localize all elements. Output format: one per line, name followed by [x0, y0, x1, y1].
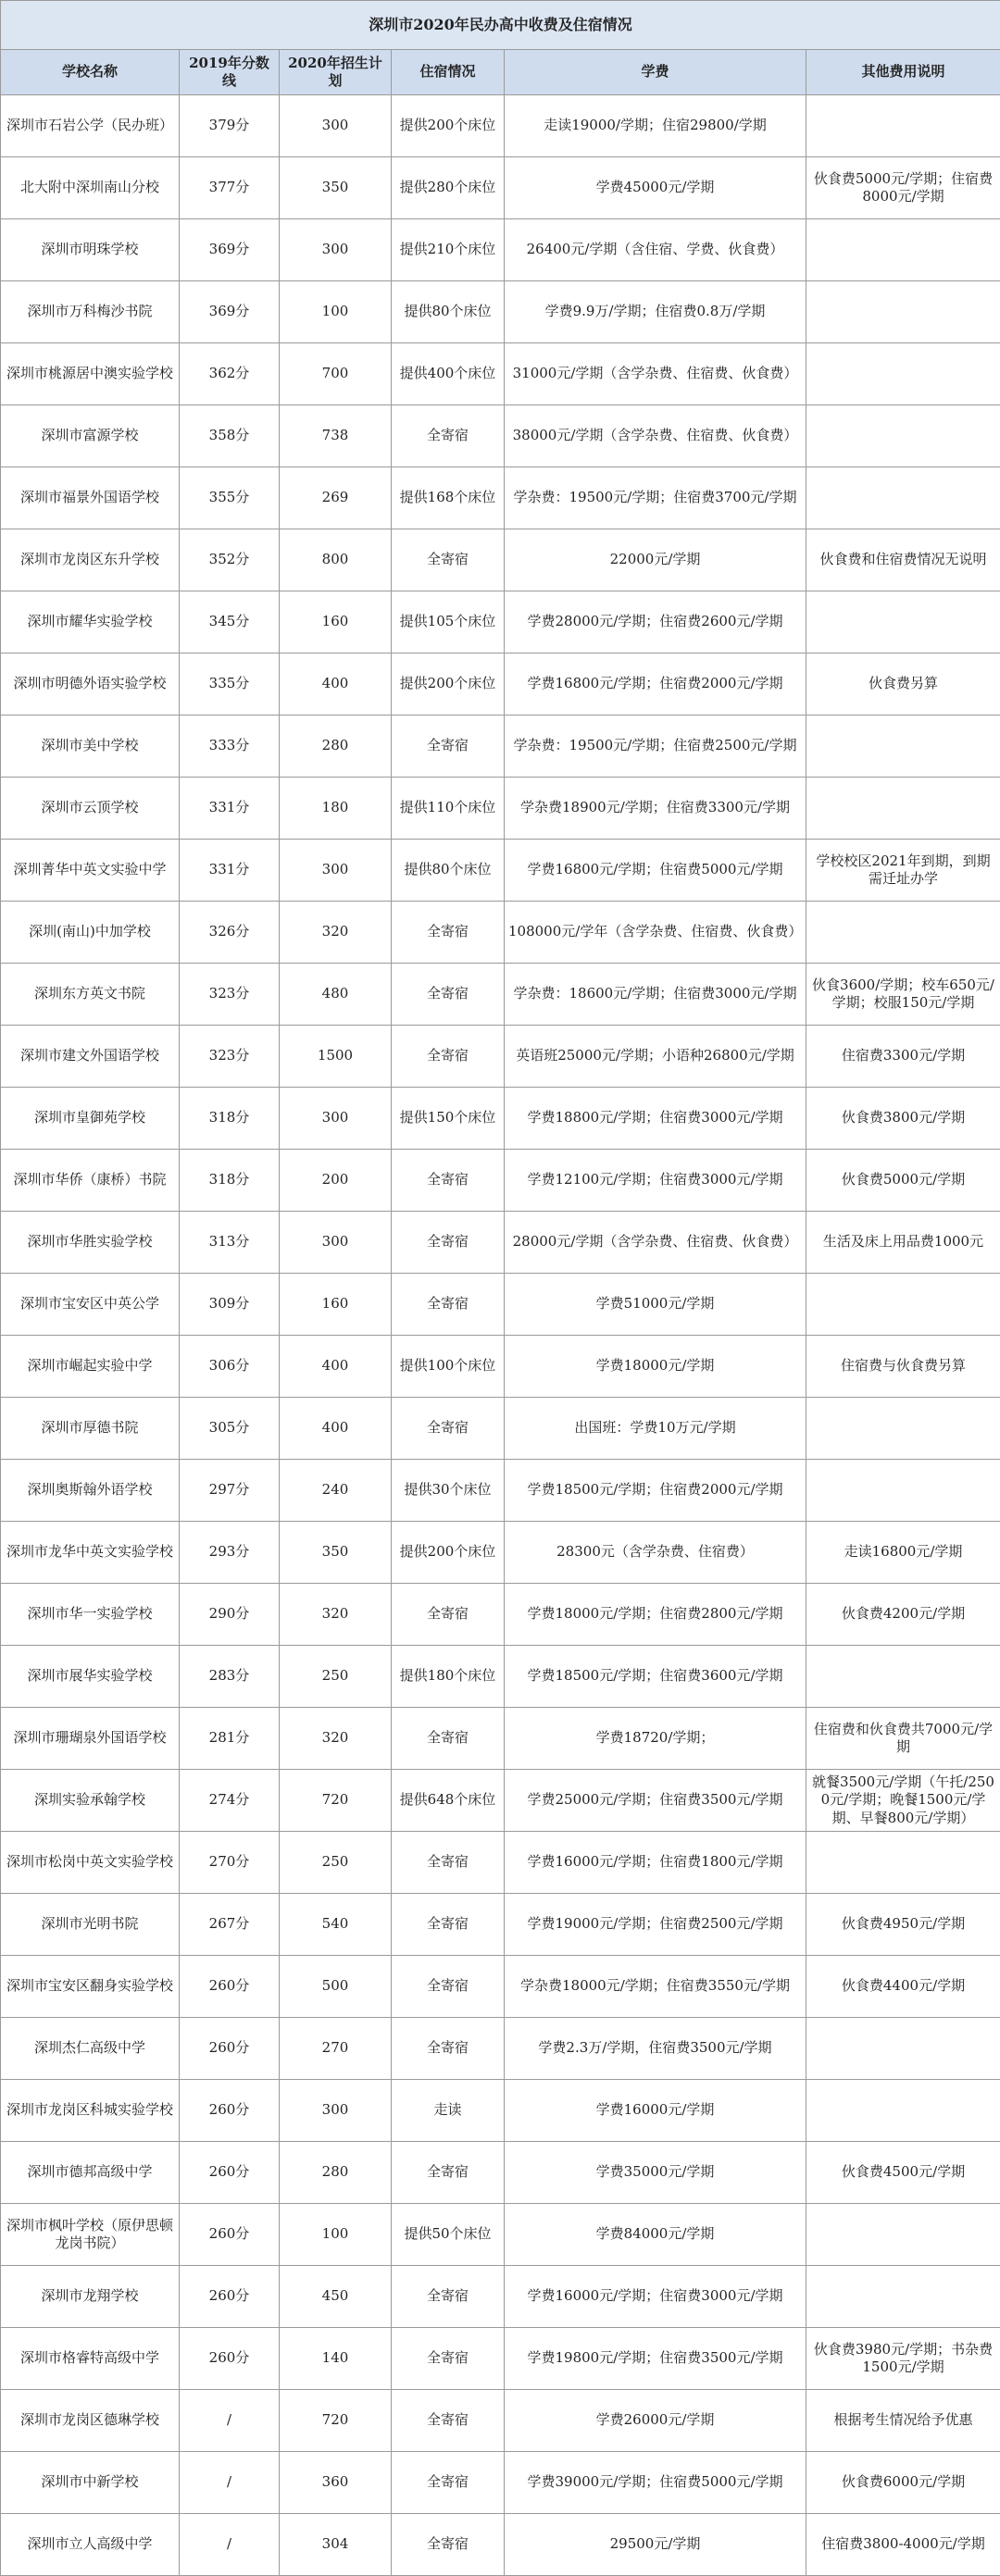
score-2019-cell: 331分 — [180, 778, 280, 840]
score-2019-cell: 267分 — [180, 1894, 280, 1956]
plan-2020-cell: 540 — [280, 1894, 392, 1956]
accommodation-cell: 提供200个床位 — [392, 95, 505, 157]
table-row — [1, 1894, 1000, 1956]
school-name-cell: 深圳市龙岗区东升学校 — [1, 529, 180, 591]
score-2019-cell: 305分 — [180, 1398, 280, 1460]
tuition-cell: 学费18000元/学期 — [505, 1336, 806, 1398]
other-fees-cell — [806, 902, 1000, 964]
other-fees-cell: 学校校区2021年到期，到期需迁址办学 — [806, 840, 1000, 902]
table-row — [1, 653, 1000, 716]
school-name-cell: 深圳市云顶学校 — [1, 778, 180, 840]
score-2019-cell: 260分 — [180, 2266, 280, 2328]
table-row — [1, 2328, 1000, 2390]
table-row — [1, 1336, 1000, 1398]
table-row — [1, 2514, 1000, 2576]
other-fees-cell — [806, 405, 1000, 467]
score-2019-cell: 323分 — [180, 964, 280, 1026]
tuition-cell: 29500元/学期 — [505, 2514, 806, 2576]
tuition-cell: 学费35000元/学期 — [505, 2142, 806, 2204]
table-row — [1, 157, 1000, 219]
plan-2020-cell: 280 — [280, 716, 392, 778]
other-fees-cell — [806, 1460, 1000, 1522]
tuition-cell: 学费16000元/学期；住宿费3000元/学期 — [505, 2266, 806, 2328]
accommodation-cell: 全寄宿 — [392, 1150, 505, 1212]
score-2019-cell: 326分 — [180, 902, 280, 964]
plan-2020-cell: 738 — [280, 405, 392, 467]
other-fees-cell: 就餐3500元/学期（午托/2500元/学期；晚餐1500元/学期、早餐800元/学期） — [806, 1770, 1000, 1832]
other-fees-cell: 伙食费4950元/学期 — [806, 1894, 1000, 1956]
score-2019-cell: 352分 — [180, 529, 280, 591]
other-fees-cell: 伙食费4200元/学期 — [806, 1584, 1000, 1646]
accommodation-cell: 提供168个床位 — [392, 467, 505, 529]
school-name-cell: 深圳市枫叶学校（原伊思顿龙岗书院） — [1, 2204, 180, 2266]
table-row — [1, 716, 1000, 778]
school-name-cell: 深圳实验承翰学校 — [1, 1770, 180, 1832]
school-name-cell: 深圳市桃源居中澳实验学校 — [1, 343, 180, 405]
plan-2020-cell: 720 — [280, 1770, 392, 1832]
plan-2020-cell: 320 — [280, 902, 392, 964]
score-2019-cell: 260分 — [180, 2142, 280, 2204]
other-fees-cell — [806, 219, 1000, 281]
accommodation-cell: 提供400个床位 — [392, 343, 505, 405]
table-row — [1, 1088, 1000, 1150]
school-name-cell: 北大附中深圳南山分校 — [1, 157, 180, 219]
table-row — [1, 405, 1000, 467]
tuition-cell: 学费39000元/学期；住宿费5000元/学期 — [505, 2452, 806, 2514]
tuition-cell: 学费18500元/学期；住宿费3600元/学期 — [505, 1646, 806, 1708]
accommodation-cell: 全寄宿 — [392, 716, 505, 778]
school-name-cell: 深圳杰仁高级中学 — [1, 2018, 180, 2080]
plan-2020-cell: 300 — [280, 219, 392, 281]
plan-2020-cell: 500 — [280, 1956, 392, 2018]
school-name-cell: 深圳市厚德书院 — [1, 1398, 180, 1460]
plan-2020-cell: 300 — [280, 95, 392, 157]
accommodation-cell: 走读 — [392, 2080, 505, 2142]
accommodation-cell: 全寄宿 — [392, 1584, 505, 1646]
plan-2020-cell: 450 — [280, 2266, 392, 2328]
tuition-cell: 学杂费18900元/学期；住宿费3300元/学期 — [505, 778, 806, 840]
table-row — [1, 1212, 1000, 1274]
table-body — [1, 95, 1000, 2576]
accommodation-cell: 提供180个床位 — [392, 1646, 505, 1708]
table-row — [1, 591, 1000, 653]
table-row — [1, 467, 1000, 529]
other-fees-cell — [806, 1646, 1000, 1708]
other-fees-cell: 住宿费与伙食费另算 — [806, 1336, 1000, 1398]
score-2019-cell: 309分 — [180, 1274, 280, 1336]
other-fees-cell: 住宿费3800-4000元/学期 — [806, 2514, 1000, 2576]
other-fees-cell: 伙食费另算 — [806, 653, 1000, 716]
school-name-cell: 深圳市美中学校 — [1, 716, 180, 778]
other-fees-cell: 伙食费3800元/学期 — [806, 1088, 1000, 1150]
accommodation-cell: 全寄宿 — [392, 964, 505, 1026]
score-2019-cell: 297分 — [180, 1460, 280, 1522]
table-row — [1, 1646, 1000, 1708]
table-row — [1, 1584, 1000, 1646]
plan-2020-cell: 320 — [280, 1708, 392, 1770]
tuition-cell: 108000元/学年（含学杂费、住宿费、伙食费） — [505, 902, 806, 964]
score-2019-cell: 358分 — [180, 405, 280, 467]
tuition-cell: 学杂费：18600元/学期；住宿费3000元/学期 — [505, 964, 806, 1026]
score-2019-cell: 293分 — [180, 1522, 280, 1584]
school-name-cell: 深圳市崛起实验中学 — [1, 1336, 180, 1398]
school-name-cell: 深圳市展华实验学校 — [1, 1646, 180, 1708]
school-name-cell: 深圳市龙翔学校 — [1, 2266, 180, 2328]
table-row — [1, 1770, 1000, 1832]
plan-2020-cell: 350 — [280, 157, 392, 219]
score-2019-cell: 260分 — [180, 2018, 280, 2080]
tuition-cell: 走读19000/学期；住宿29800/学期 — [505, 95, 806, 157]
school-name-cell: 深圳市万科梅沙书院 — [1, 281, 180, 343]
school-name-cell: 深圳市石岩公学（民办班） — [1, 95, 180, 157]
other-fees-cell: 走读16800元/学期 — [806, 1522, 1000, 1584]
table-row — [1, 1398, 1000, 1460]
plan-2020-cell: 300 — [280, 2080, 392, 2142]
tuition-cell: 学费45000元/学期 — [505, 157, 806, 219]
school-name-cell: 深圳东方英文书院 — [1, 964, 180, 1026]
tuition-cell: 学费18500元/学期；住宿费2000元/学期 — [505, 1460, 806, 1522]
tuition-cell: 26400元/学期（含住宿、学费、伙食费） — [505, 219, 806, 281]
other-fees-cell: 生活及床上用品费1000元 — [806, 1212, 1000, 1274]
school-name-cell: 深圳市格睿特高级中学 — [1, 2328, 180, 2390]
table-row — [1, 2452, 1000, 2514]
score-2019-cell: 260分 — [180, 1956, 280, 2018]
score-2019-cell: 260分 — [180, 2080, 280, 2142]
accommodation-cell: 全寄宿 — [392, 2142, 505, 2204]
plan-2020-cell: 700 — [280, 343, 392, 405]
accommodation-cell: 全寄宿 — [392, 1832, 505, 1894]
accommodation-cell: 全寄宿 — [392, 1956, 505, 2018]
accommodation-cell: 全寄宿 — [392, 1398, 505, 1460]
school-name-cell: 深圳市龙岗区科城实验学校 — [1, 2080, 180, 2142]
other-fees-cell: 伙食3600/学期；校车650元/学期；校服150元/学期 — [806, 964, 1000, 1026]
accommodation-cell: 提供280个床位 — [392, 157, 505, 219]
accommodation-cell: 全寄宿 — [392, 2390, 505, 2452]
plan-2020-cell: 320 — [280, 1584, 392, 1646]
other-fees-cell — [806, 2266, 1000, 2328]
plan-2020-cell: 360 — [280, 2452, 392, 2514]
score-2019-cell: 270分 — [180, 1832, 280, 1894]
tuition-cell: 学费16000元/学期 — [505, 2080, 806, 2142]
table-row — [1, 2018, 1000, 2080]
plan-2020-cell: 1500 — [280, 1026, 392, 1088]
score-2019-cell: 318分 — [180, 1088, 280, 1150]
tuition-cell: 22000元/学期 — [505, 529, 806, 591]
table-row — [1, 964, 1000, 1026]
table-row — [1, 1460, 1000, 1522]
accommodation-cell: 全寄宿 — [392, 2266, 505, 2328]
table-title: 深圳市2020年民办高中收费及住宿情况 — [1, 1, 1000, 50]
score-2019-cell: 323分 — [180, 1026, 280, 1088]
table-row — [1, 902, 1000, 964]
school-name-cell: 深圳市明珠学校 — [1, 219, 180, 281]
plan-2020-cell: 160 — [280, 1274, 392, 1336]
plan-2020-cell: 400 — [280, 1336, 392, 1398]
plan-2020-cell: 300 — [280, 1088, 392, 1150]
table-row — [1, 2204, 1000, 2266]
score-2019-cell: 274分 — [180, 1770, 280, 1832]
accommodation-cell: 全寄宿 — [392, 2328, 505, 2390]
table-row — [1, 778, 1000, 840]
score-2019-cell: 283分 — [180, 1646, 280, 1708]
school-name-cell: 深圳菁华中英文实验中学 — [1, 840, 180, 902]
other-fees-cell — [806, 281, 1000, 343]
accommodation-cell: 提供80个床位 — [392, 840, 505, 902]
tuition-cell: 学费84000元/学期 — [505, 2204, 806, 2266]
table-row — [1, 343, 1000, 405]
school-name-cell: 深圳市皇御苑学校 — [1, 1088, 180, 1150]
school-name-cell: 深圳市宝安区翻身实验学校 — [1, 1956, 180, 2018]
tuition-cell: 学费25000元/学期；住宿费3500元/学期 — [505, 1770, 806, 1832]
score-2019-cell: 335分 — [180, 653, 280, 716]
other-fees-cell — [806, 1398, 1000, 1460]
header-2019-score: 2019年分数线 — [180, 50, 280, 95]
table-row — [1, 1150, 1000, 1212]
score-2019-cell: 355分 — [180, 467, 280, 529]
plan-2020-cell: 720 — [280, 2390, 392, 2452]
other-fees-cell — [806, 2018, 1000, 2080]
other-fees-cell — [806, 2204, 1000, 2266]
tuition-cell: 学费19800元/学期；住宿费3500元/学期 — [505, 2328, 806, 2390]
tuition-cell: 学费12100元/学期；住宿费3000元/学期 — [505, 1150, 806, 1212]
accommodation-cell: 全寄宿 — [392, 2452, 505, 2514]
plan-2020-cell: 304 — [280, 2514, 392, 2576]
score-2019-cell: / — [180, 2514, 280, 2576]
table-row — [1, 1956, 1000, 2018]
tuition-cell: 学费16800元/学期；住宿费5000元/学期 — [505, 840, 806, 902]
plan-2020-cell: 160 — [280, 591, 392, 653]
score-2019-cell: 377分 — [180, 157, 280, 219]
tuition-cell: 学费28000元/学期；住宿费2600元/学期 — [505, 591, 806, 653]
tuition-cell: 学费16800元/学期；住宿费2000元/学期 — [505, 653, 806, 716]
other-fees-cell — [806, 1832, 1000, 1894]
score-2019-cell: 362分 — [180, 343, 280, 405]
other-fees-cell: 住宿费和伙食费共7000元/学期 — [806, 1708, 1000, 1770]
tuition-cell: 出国班：学费10万元/学期 — [505, 1398, 806, 1460]
accommodation-cell: 全寄宿 — [392, 1708, 505, 1770]
tuition-cell: 学费51000元/学期 — [505, 1274, 806, 1336]
accommodation-cell: 提供648个床位 — [392, 1770, 505, 1832]
score-2019-cell: 260分 — [180, 2204, 280, 2266]
school-name-cell: 深圳市宝安区中英公学 — [1, 1274, 180, 1336]
accommodation-cell: 提供200个床位 — [392, 1522, 505, 1584]
accommodation-cell: 提供80个床位 — [392, 281, 505, 343]
accommodation-cell: 提供105个床位 — [392, 591, 505, 653]
score-2019-cell: 379分 — [180, 95, 280, 157]
tuition-cell: 28300元（含学杂费、住宿费） — [505, 1522, 806, 1584]
header-accommodation: 住宿情况 — [392, 50, 505, 95]
score-2019-cell: 333分 — [180, 716, 280, 778]
other-fees-cell: 伙食费5000元/学期 — [806, 1150, 1000, 1212]
other-fees-cell — [806, 778, 1000, 840]
score-2019-cell: 369分 — [180, 281, 280, 343]
tuition-cell: 学费19000元/学期；住宿费2500元/学期 — [505, 1894, 806, 1956]
plan-2020-cell: 300 — [280, 1212, 392, 1274]
table-row — [1, 1274, 1000, 1336]
tuition-cell: 学费2.3万/学期，住宿费3500元/学期 — [505, 2018, 806, 2080]
plan-2020-cell: 100 — [280, 281, 392, 343]
table-row — [1, 95, 1000, 157]
table-row — [1, 1026, 1000, 1088]
tuition-cell: 28000元/学期（含学杂费、住宿费、伙食费） — [505, 1212, 806, 1274]
school-name-cell: 深圳市建文外国语学校 — [1, 1026, 180, 1088]
school-name-cell: 深圳奥斯翰外语学校 — [1, 1460, 180, 1522]
plan-2020-cell: 250 — [280, 1832, 392, 1894]
tuition-cell: 学费16000元/学期；住宿费1800元/学期 — [505, 1832, 806, 1894]
school-name-cell: 深圳市富源学校 — [1, 405, 180, 467]
accommodation-cell: 提供30个床位 — [392, 1460, 505, 1522]
accommodation-cell: 全寄宿 — [392, 1274, 505, 1336]
accommodation-cell: 全寄宿 — [392, 1212, 505, 1274]
accommodation-cell: 全寄宿 — [392, 902, 505, 964]
table-row — [1, 2080, 1000, 2142]
other-fees-cell: 伙食费3980元/学期；书杂费1500元/学期 — [806, 2328, 1000, 2390]
tuition-cell: 学费18000元/学期；住宿费2800元/学期 — [505, 1584, 806, 1646]
tuition-cell: 学费9.9万/学期；住宿费0.8万/学期 — [505, 281, 806, 343]
accommodation-cell: 全寄宿 — [392, 2514, 505, 2576]
other-fees-cell: 伙食费5000元/学期；住宿费8000元/学期 — [806, 157, 1000, 219]
accommodation-cell: 提供110个床位 — [392, 778, 505, 840]
school-name-cell: 深圳市光明书院 — [1, 1894, 180, 1956]
plan-2020-cell: 240 — [280, 1460, 392, 1522]
other-fees-cell: 伙食费6000元/学期 — [806, 2452, 1000, 2514]
school-name-cell: 深圳市华一实验学校 — [1, 1584, 180, 1646]
accommodation-cell: 全寄宿 — [392, 1026, 505, 1088]
score-2019-cell: 345分 — [180, 591, 280, 653]
plan-2020-cell: 350 — [280, 1522, 392, 1584]
school-name-cell: 深圳(南山)中加学校 — [1, 902, 180, 964]
tuition-cell: 学杂费：19500元/学期；住宿费2500元/学期 — [505, 716, 806, 778]
accommodation-cell: 全寄宿 — [392, 2018, 505, 2080]
plan-2020-cell: 140 — [280, 2328, 392, 2390]
table-row — [1, 529, 1000, 591]
school-name-cell: 深圳市松岗中英文实验学校 — [1, 1832, 180, 1894]
header-row — [1, 50, 1000, 95]
other-fees-cell — [806, 343, 1000, 405]
other-fees-cell: 根据考生情况给予优惠 — [806, 2390, 1000, 2452]
accommodation-cell: 全寄宿 — [392, 405, 505, 467]
other-fees-cell — [806, 716, 1000, 778]
score-2019-cell: 260分 — [180, 2328, 280, 2390]
table-row — [1, 281, 1000, 343]
accommodation-cell: 全寄宿 — [392, 1894, 505, 1956]
other-fees-cell — [806, 95, 1000, 157]
table-row — [1, 2266, 1000, 2328]
school-name-cell: 深圳市德邦高级中学 — [1, 2142, 180, 2204]
table-row — [1, 1832, 1000, 1894]
score-2019-cell: 331分 — [180, 840, 280, 902]
accommodation-cell: 提供200个床位 — [392, 653, 505, 716]
other-fees-cell: 住宿费3300元/学期 — [806, 1026, 1000, 1088]
score-2019-cell: 290分 — [180, 1584, 280, 1646]
tuition-cell: 学杂费18000元/学期；住宿费3550元/学期 — [505, 1956, 806, 2018]
other-fees-cell — [806, 591, 1000, 653]
plan-2020-cell: 100 — [280, 2204, 392, 2266]
score-2019-cell: 313分 — [180, 1212, 280, 1274]
table-row — [1, 1708, 1000, 1770]
score-2019-cell: 281分 — [180, 1708, 280, 1770]
plan-2020-cell: 400 — [280, 1398, 392, 1460]
plan-2020-cell: 200 — [280, 1150, 392, 1212]
score-2019-cell: 306分 — [180, 1336, 280, 1398]
tuition-cell: 学费18720/学期； — [505, 1708, 806, 1770]
tuition-cell: 学杂费：19500元/学期；住宿费3700元/学期 — [505, 467, 806, 529]
other-fees-cell: 伙食费4500元/学期 — [806, 2142, 1000, 2204]
header-2020-plan: 2020年招生计划 — [280, 50, 392, 95]
plan-2020-cell: 280 — [280, 2142, 392, 2204]
table-row — [1, 2390, 1000, 2452]
table-row — [1, 2142, 1000, 2204]
school-name-cell: 深圳市福景外国语学校 — [1, 467, 180, 529]
plan-2020-cell: 300 — [280, 840, 392, 902]
school-name-cell: 深圳市华胜实验学校 — [1, 1212, 180, 1274]
school-name-cell: 深圳市龙岗区德琳学校 — [1, 2390, 180, 2452]
other-fees-cell: 伙食费4400元/学期 — [806, 1956, 1000, 2018]
plan-2020-cell: 480 — [280, 964, 392, 1026]
header-other-fees: 其他费用说明 — [806, 50, 1000, 95]
school-name-cell: 深圳市珊瑚泉外国语学校 — [1, 1708, 180, 1770]
other-fees-cell — [806, 467, 1000, 529]
tuition-cell: 学费26000元/学期 — [505, 2390, 806, 2452]
tuition-cell: 英语班25000元/学期；小语种26800元/学期 — [505, 1026, 806, 1088]
accommodation-cell: 提供100个床位 — [392, 1336, 505, 1398]
score-2019-cell: 318分 — [180, 1150, 280, 1212]
header-school-name: 学校名称 — [1, 50, 180, 95]
table-row — [1, 1522, 1000, 1584]
plan-2020-cell: 180 — [280, 778, 392, 840]
school-name-cell: 深圳市龙华中英文实验学校 — [1, 1522, 180, 1584]
table-row — [1, 840, 1000, 902]
score-2019-cell: / — [180, 2452, 280, 2514]
school-name-cell: 深圳市中新学校 — [1, 2452, 180, 2514]
plan-2020-cell: 250 — [280, 1646, 392, 1708]
score-2019-cell: / — [180, 2390, 280, 2452]
tuition-cell: 38000元/学期（含学杂费、住宿费、伙食费） — [505, 405, 806, 467]
other-fees-cell — [806, 2080, 1000, 2142]
tuition-cell: 学费18800元/学期；住宿费3000元/学期 — [505, 1088, 806, 1150]
school-name-cell: 深圳市耀华实验学校 — [1, 591, 180, 653]
plan-2020-cell: 269 — [280, 467, 392, 529]
plan-2020-cell: 800 — [280, 529, 392, 591]
school-name-cell: 深圳市华侨（康桥）书院 — [1, 1150, 180, 1212]
accommodation-cell: 提供210个床位 — [392, 219, 505, 281]
accommodation-cell: 提供150个床位 — [392, 1088, 505, 1150]
header-tuition: 学费 — [505, 50, 806, 95]
plan-2020-cell: 270 — [280, 2018, 392, 2080]
tuition-cell: 31000元/学期（含学杂费、住宿费、伙食费） — [505, 343, 806, 405]
school-name-cell: 深圳市立人高级中学 — [1, 2514, 180, 2576]
table-row — [1, 219, 1000, 281]
score-2019-cell: 369分 — [180, 219, 280, 281]
school-name-cell: 深圳市明德外语实验学校 — [1, 653, 180, 716]
accommodation-cell: 提供50个床位 — [392, 2204, 505, 2266]
accommodation-cell: 全寄宿 — [392, 529, 505, 591]
plan-2020-cell: 400 — [280, 653, 392, 716]
other-fees-cell — [806, 1274, 1000, 1336]
other-fees-cell: 伙食费和住宿费情况无说明 — [806, 529, 1000, 591]
